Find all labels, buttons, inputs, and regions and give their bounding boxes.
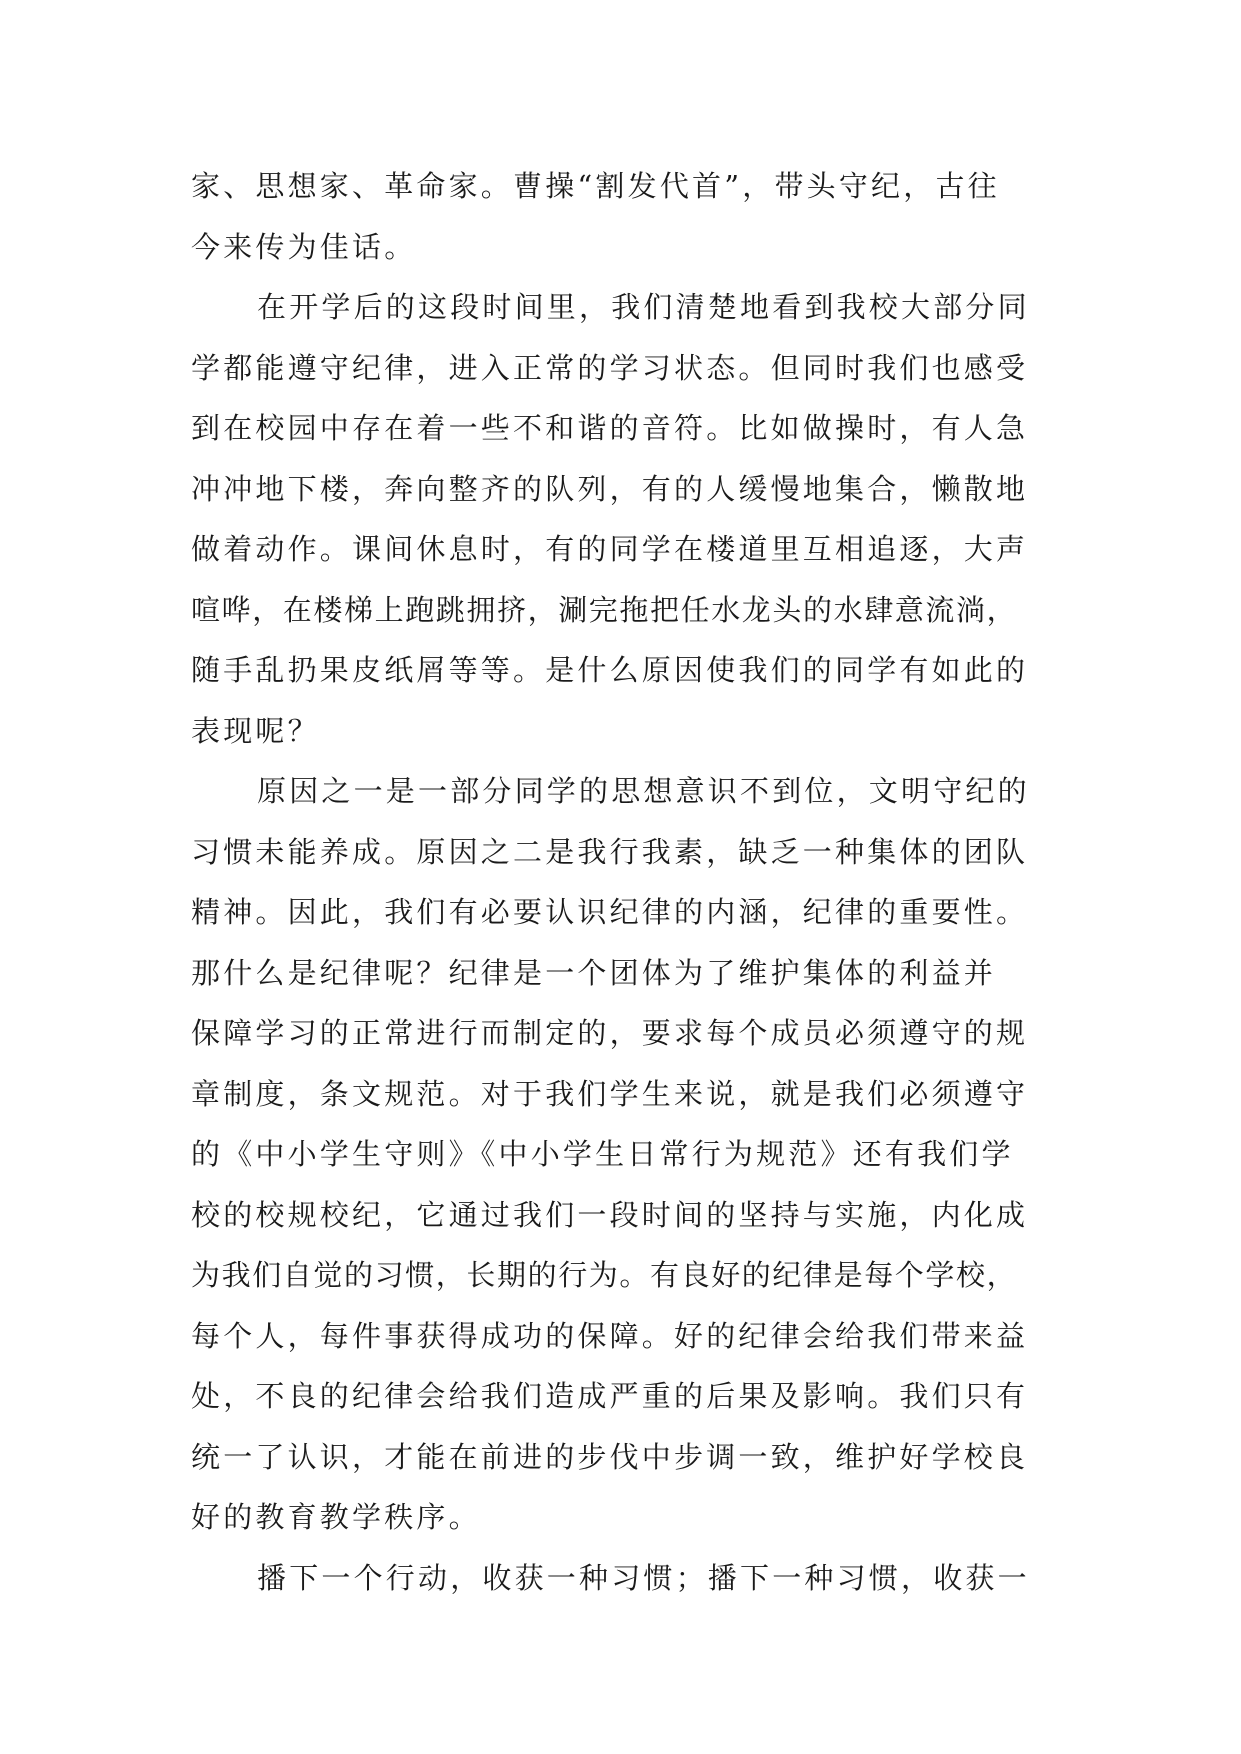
document-body (191, 156, 1052, 1608)
text-line: 到在校园中存在着一些不和谐的音符。比如做操时，有人急 (191, 411, 1029, 445)
text-line: 校的校规校纪，它通过我们一段时间的坚持与实施，内化成 (191, 1197, 1029, 1232)
paragraph-start-line: 在开学后的这段时间里，我们清楚地看到我校大部分同 (257, 290, 1030, 324)
text-line: 每个人，每件事获得成功的保障。好的纪律会给我们带来益 (191, 1318, 1029, 1353)
text-line: 随手乱扔果皮纸屑等等。是什么原因使我们的同学有如此的 (191, 653, 1029, 687)
paragraph-start-line: 原因之一是一部分同学的思想意识不到位，文明守纪的 (257, 774, 1030, 808)
text-line: 今来传为佳话。 (191, 229, 417, 264)
text-line: 家、思想家、革命家。曹操“割发代首”，带头守纪，古往 (191, 169, 1000, 203)
text-line: 精神。因此，我们有必要认识纪律的内涵，纪律的重要性。 (191, 895, 1029, 929)
text-line: 习惯未能养成。原因之二是我行我素，缺乏一种集体的团队 (191, 834, 1029, 869)
text-line: 冲冲地下楼，奔向整齐的队列，有的人缓慢地集合，懒散地 (191, 471, 1029, 506)
text-line: 学都能遵守纪律，进入正常的学习状态。但同时我们也感受 (191, 350, 1029, 385)
text-line: 表现呢？ (191, 713, 320, 748)
text-line: 处，不良的纪律会给我们造成严重的后果及影响。我们只有 (191, 1379, 1029, 1413)
text-line: 做着动作。课间休息时，有的同学在楼道里互相追逐，大声 (191, 532, 1029, 566)
text-line: 章制度，条文规范。对于我们学生来说，就是我们必须遵守 (191, 1076, 1029, 1111)
text-line: 保障学习的正常进行而制定的，要求每个成员必须遵守的规 (191, 1016, 1029, 1050)
text-line: 好的教育教学秩序。 (191, 1500, 481, 1534)
text-line: 统一了认识，才能在前进的步伐中步调一致，维护好学校良 (191, 1439, 1029, 1474)
paragraph-start-line: 播下一个行动，收获一种习惯；播下一种习惯，收获一 (257, 1560, 1030, 1595)
text-line: 喧哗，在楼梯上跑跳拥挤，涮完拖把任水龙头的水肆意流淌， (191, 592, 1018, 627)
text-line: 那什么是纪律呢？纪律是一个团体为了维护集体的利益并 (191, 955, 997, 990)
text-line: 为我们自觉的习惯，长期的行为。有良好的纪律是每个学校， (191, 1258, 1018, 1292)
text-line: 的《中小学生守则》《中小学生日常行为规范》还有我们学 (191, 1137, 1014, 1171)
